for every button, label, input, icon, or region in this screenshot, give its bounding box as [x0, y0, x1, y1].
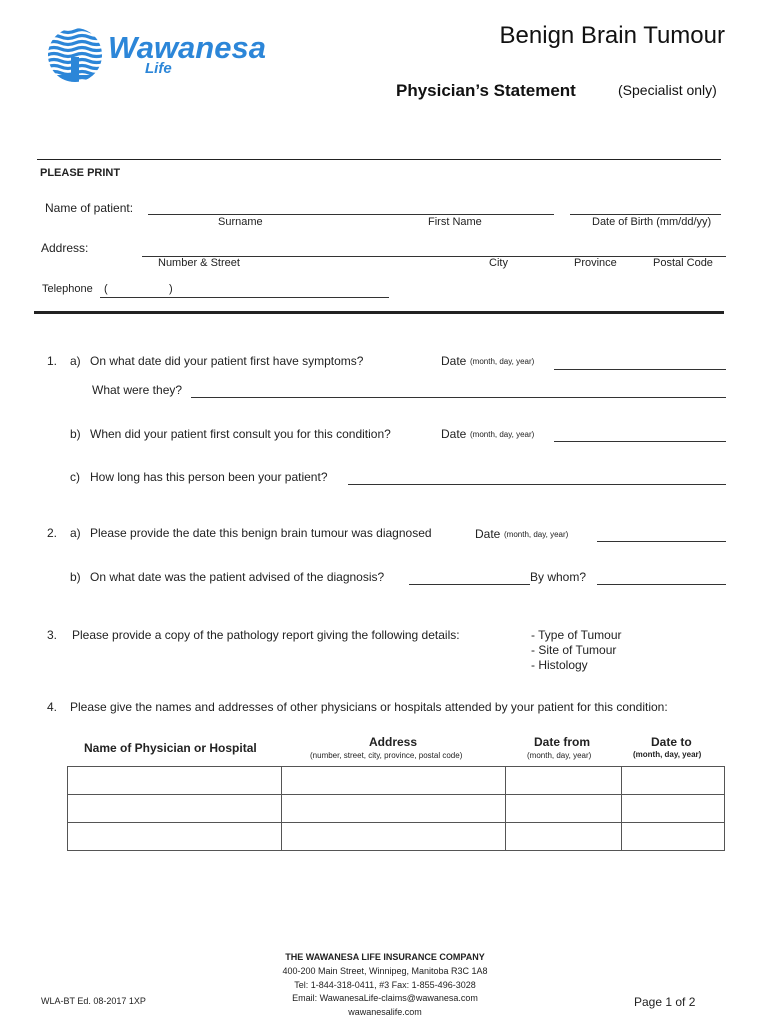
- address-label: Address:: [41, 241, 89, 255]
- tel-open-paren: (: [104, 283, 108, 295]
- statement-note: (Specialist only): [618, 82, 717, 98]
- q1c-text: How long has this person been your patient?: [90, 470, 328, 484]
- q2a-letter: a): [70, 526, 81, 540]
- statement-title: Physician’s Statement: [396, 81, 576, 100]
- date-to-cell[interactable]: [622, 767, 725, 795]
- date-of-birth-field[interactable]: [570, 214, 721, 215]
- col-header-address-sub: (number, street, city, province, postal code): [310, 751, 463, 760]
- q1b-date-format: (month, day, year): [470, 430, 535, 439]
- tree-logo-icon: [47, 27, 105, 83]
- dob-caption: Date of Birth (mm/dd/yy): [592, 216, 712, 228]
- q3-detail-histology: - Histology: [531, 658, 588, 672]
- table-row: [68, 767, 725, 795]
- q3-text: Please provide a copy of the pathology report giving the following details:: [72, 628, 460, 642]
- physician-table: [67, 766, 725, 851]
- date-to-cell[interactable]: [622, 795, 725, 823]
- q1c-letter: c): [70, 470, 80, 484]
- footer-address: 400-200 Main Street, Winnipeg, Manitoba R3C 1A8: [282, 966, 488, 976]
- q2b-by-whom-label: By whom?: [530, 570, 587, 584]
- footer-email: Email: WawanesaLife-claims@wawanesa.com: [292, 993, 478, 1003]
- date-to-cell[interactable]: [622, 823, 725, 851]
- q2b-text: On what date was the patient advised of the diagnosis?: [90, 570, 385, 584]
- footer-company-name: THE WAWANESA LIFE INSURANCE COMPANY: [285, 952, 485, 962]
- q3-number: 3.: [47, 628, 58, 642]
- telephone-field[interactable]: [100, 297, 389, 298]
- q2b-date-field[interactable]: [409, 584, 530, 585]
- q1a-date-field[interactable]: [554, 369, 726, 370]
- col-header-date-to-sub: (month, day, year): [633, 750, 702, 759]
- physician-address-cell[interactable]: [281, 795, 506, 823]
- q1-what-label: What were they?: [92, 383, 183, 397]
- surname-first-name-field[interactable]: [148, 214, 554, 215]
- form-code: WLA-BT Ed. 08-2017 1XP: [41, 996, 146, 1006]
- physician-address-cell[interactable]: [281, 767, 506, 795]
- col-header-date-from: Date from: [534, 735, 591, 749]
- col-header-name: Name of Physician or Hospital: [84, 741, 257, 755]
- q2a-date-label: Date: [475, 527, 501, 541]
- surname-caption: Surname: [218, 216, 263, 228]
- q1b-text: When did your patient first consult you for this condition?: [90, 427, 391, 441]
- province-caption: Province: [574, 257, 617, 269]
- q3-detail-type: - Type of Tumour: [531, 628, 622, 642]
- q2a-date-field[interactable]: [597, 541, 726, 542]
- q4-text: Please give the names and addresses of other physicians or hospitals attended by your patient for this condition:: [70, 700, 668, 714]
- section-divider: [34, 311, 724, 314]
- form-title: Benign Brain Tumour: [499, 22, 725, 49]
- patient-name-label: Name of patient:: [45, 201, 134, 215]
- q2a-text: Please provide the date this benign brain tumour was diagnosed: [90, 526, 432, 540]
- q3-detail-site: - Site of Tumour: [531, 643, 617, 657]
- please-print-label: PLEASE PRINT: [40, 167, 121, 179]
- q1-symptoms-field[interactable]: [191, 397, 726, 398]
- col-header-date-from-sub: (month, day, year): [527, 751, 592, 760]
- table-row: [68, 823, 725, 851]
- city-caption: City: [489, 257, 508, 269]
- street-caption: Number & Street: [158, 257, 240, 269]
- q2b-by-whom-field[interactable]: [597, 584, 726, 585]
- date-from-cell[interactable]: [506, 767, 622, 795]
- q1a-date-format: (month, day, year): [470, 357, 535, 366]
- footer-tel-fax: Tel: 1-844-318-0411, #3 Fax: 1-855-496-3028: [294, 980, 476, 990]
- q1c-duration-field[interactable]: [348, 484, 726, 485]
- logo-wordmark: Wawanesa: [108, 30, 266, 65]
- col-header-date-to: Date to: [651, 735, 692, 749]
- header-rule: [37, 159, 721, 160]
- q1b-letter: b): [70, 427, 81, 441]
- q1a-text: On what date did your patient first have symptoms?: [90, 354, 364, 368]
- tel-close-paren: ): [169, 283, 173, 295]
- telephone-label: Telephone: [42, 283, 93, 295]
- logo-sub-wordmark: Life: [145, 60, 172, 77]
- page-number: Page 1 of 2: [634, 995, 696, 1009]
- q2b-letter: b): [70, 570, 81, 584]
- q2-number: 2.: [47, 526, 58, 540]
- table-row: [68, 795, 725, 823]
- first-name-caption: First Name: [428, 216, 482, 228]
- q1a-letter: a): [70, 354, 81, 368]
- col-header-address: Address: [369, 735, 418, 749]
- q1-number: 1.: [47, 354, 58, 368]
- q1a-date-label: Date: [441, 354, 467, 368]
- footer-website: wawanesalife.com: [348, 1007, 422, 1017]
- q4-number: 4.: [47, 700, 58, 714]
- physician-name-cell[interactable]: [68, 795, 282, 823]
- date-from-cell[interactable]: [506, 795, 622, 823]
- physician-name-cell[interactable]: [68, 767, 282, 795]
- q1b-date-label: Date: [441, 427, 467, 441]
- postal-code-caption: Postal Code: [653, 257, 713, 269]
- date-from-cell[interactable]: [506, 823, 622, 851]
- q2a-date-format: (month, day, year): [504, 530, 569, 539]
- q1b-date-field[interactable]: [554, 441, 726, 442]
- physician-address-cell[interactable]: [281, 823, 506, 851]
- physician-name-cell[interactable]: [68, 823, 282, 851]
